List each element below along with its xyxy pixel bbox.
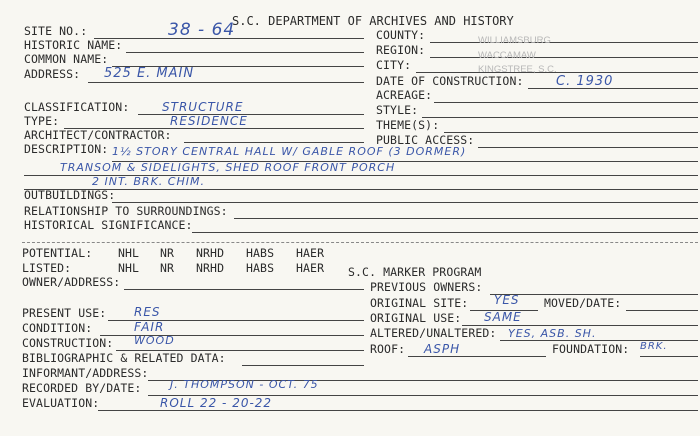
public-access-line [478,147,698,148]
acreage-label: ACREAGE: [376,88,433,102]
city-label: CITY: [376,58,412,72]
previous-owners-line [490,294,698,295]
roof-line [408,356,546,357]
outbuildings-line [112,202,698,203]
original-use-value: SAME [484,310,522,324]
roof-label: ROOF: [370,342,406,356]
roof-value: ASPH [424,342,461,356]
historic-name-label: HISTORIC NAME: [24,38,123,52]
description-value-3: 2 INT. BRK. CHIM. [92,175,205,188]
construction-label: CONSTRUCTION: [22,336,114,350]
acreage-line [434,102,698,103]
site-no-value: 38 - 64 [168,20,236,40]
owner-line [124,289,364,290]
evaluation-label: EVALUATION: [22,396,100,410]
description-line-3 [24,189,698,190]
informant-label: INFORMANT/ADDRESS: [22,366,149,380]
relationship-label: RELATIONSHIP TO SURROUNDINGS: [24,204,228,218]
address-label: ADDRESS: [24,67,81,81]
evaluation-line [98,410,698,411]
outbuildings-label: OUTBUILDINGS: [24,188,116,202]
foundation-line [640,356,698,357]
condition-label: CONDITION: [22,321,93,335]
type-label: TYPE: [24,114,60,128]
address-line [88,82,364,83]
significance-label: HISTORICAL SIGNIFICANCE: [24,218,193,232]
classification-value: STRUCTURE [162,100,244,114]
potential-habs: HABS [246,246,275,260]
style-label: STYLE: [376,103,419,117]
listed-nr: NR [160,261,175,275]
stamp-city: KINGSTREE, S.C. [478,64,557,75]
original-site-label: ORIGINAL SITE: [370,296,469,310]
bibliographic-label: BIBLIOGRAPHIC & RELATED DATA: [22,351,226,365]
marker-program-label: S.C. MARKER PROGRAM [348,265,482,279]
moved-date-label: MOVED/DATE: [544,296,622,310]
recorded-value: J. THOMPSON - OCT. 75 [170,378,319,391]
card-title: S.C. DEPARTMENT OF ARCHIVES AND HISTORY [232,14,514,28]
stamp-county: WILLIAMSBURG [478,35,551,46]
county-line [430,42,698,43]
foundation-label: FOUNDATION: [552,342,630,356]
public-access-label: PUBLIC ACCESS: [376,133,475,147]
city-line [416,72,698,73]
altered-value: YES, ASB. SH. [508,327,597,340]
listed-nhl: NHL [118,261,140,275]
theme-line [444,132,698,133]
county-label: COUNTY: [376,28,426,42]
bibliographic-line [242,365,364,366]
description-label: DESCRIPTION: [24,142,109,156]
altered-label: ALTERED/UNALTERED: [370,326,497,340]
recorded-label: RECORDED BY/DATE: [22,381,142,395]
listed-haer: HAER [296,261,325,275]
moved-date-line [626,310,698,311]
region-label: REGION: [376,43,426,57]
potential-nr: NR [160,246,175,260]
listed-nrhd: NRHD [196,261,225,275]
stamp-region: WACCAMAW [478,50,536,61]
potential-label: POTENTIAL: [22,246,93,260]
present-use-label: PRESENT USE: [22,306,107,320]
common-name-label: COMMON NAME: [24,52,109,66]
evaluation-value: ROLL 22 - 20-22 [160,396,273,410]
relationship-line [234,218,698,219]
listed-label: LISTED: [22,261,72,275]
site-no-label: SITE NO.: [24,24,88,38]
potential-nrhd: NRHD [196,246,225,260]
potential-nhl: NHL [118,246,140,260]
architect-line [184,142,364,143]
classification-label: CLASSIFICATION: [24,100,130,114]
description-value-2: TRANSOM & SIDELIGHTS, SHED ROOF FRONT PORCH [60,161,396,174]
condition-value: FAIR [134,320,165,334]
potential-haer: HAER [296,246,325,260]
date-construction-label: DATE OF CONSTRUCTION: [376,74,524,88]
original-site-value: YES [494,293,520,307]
altered-line [500,340,698,341]
theme-label: THEME(S): [376,118,440,132]
original-use-label: ORIGINAL USE: [370,311,462,325]
style-line [422,117,698,118]
section-divider [22,242,698,243]
present-use-value: RES [134,305,161,319]
original-use-line [462,325,698,326]
previous-owners-label: PREVIOUS OWNERS: [370,280,483,294]
address-value: 525 E. MAIN [104,66,195,81]
region-line [430,57,698,58]
architect-label: ARCHITECT/CONTRACTOR: [24,128,172,142]
foundation-value: BRK. [640,341,668,352]
type-value: RESIDENCE [170,114,248,128]
owner-label: OWNER/ADDRESS: [22,275,121,289]
date-construction-value: C. 1930 [556,74,614,89]
listed-habs: HABS [246,261,275,275]
description-value-1: 1½ STORY CENTRAL HALL W/ GABLE ROOF (3 DORMER) [112,145,467,158]
historic-name-line [126,52,364,53]
construction-value: WOOD [134,334,175,347]
significance-line [192,232,698,233]
